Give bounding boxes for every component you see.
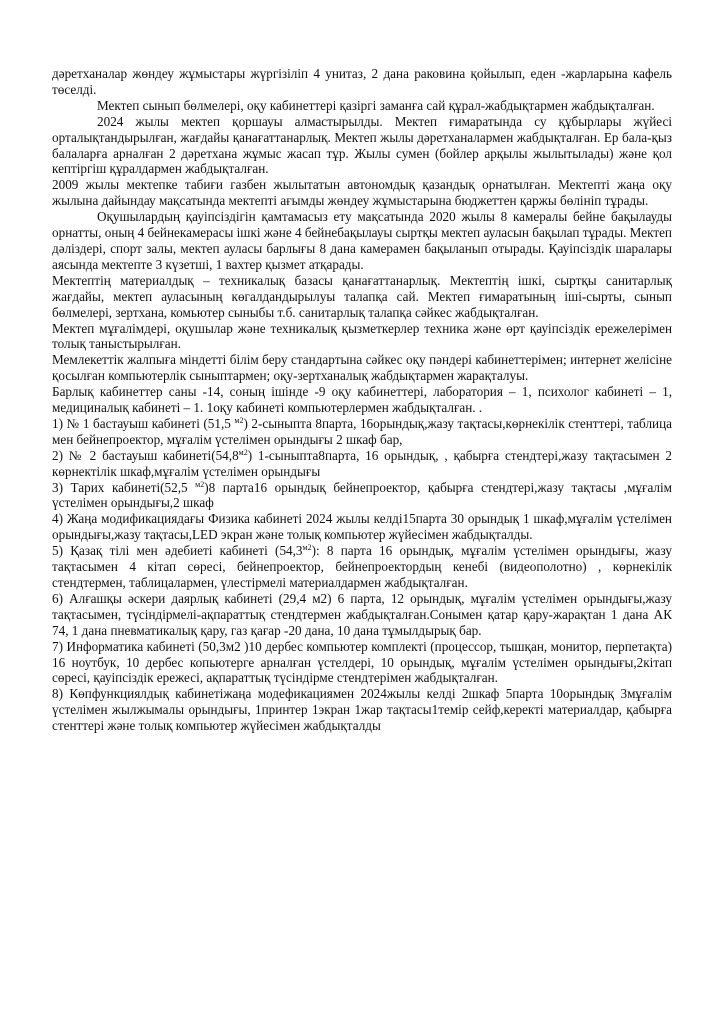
list-item <box>52 686 672 734</box>
list-item-text: 1) № 1 бастауыш кабинеті (51,5 <box>52 415 235 431</box>
list-item-text: ): 8 парта 16 орындық, мұғалім үстелімен орындығы, жазу тақтасымен 4 кітап сөресі, бейнепроектор, бейнепроектордың кенебі (видеополотно) , көрнекілік стендтермен, таблицалармен, үлестірмелі материалдармен жабдықталған. <box>52 543 672 590</box>
list-item <box>52 416 672 448</box>
list-item-text: ) 1-сыныпта8парта, 16 орындық, , қабырға стендтері,жазу тақтасымен 2 көрнектілік шкаф,мұғалім үстелімен орындығы <box>52 447 672 479</box>
unit-superscript: м2 <box>238 447 248 457</box>
paragraph: Мемлекеттік жалпыға міндетті білім беру стандартына сәйкес оқу пәндері кабинеттерімен; интернет желісіне қосылған компьютерлік сыныптармен; оқу-зертханалық жабдықтармен жарақталуы. <box>52 352 672 384</box>
unit-superscript: м2 <box>302 543 312 553</box>
paragraph: Мектеп мұғалімдері, оқушылар және техникалық қызметкерлер техника және өрт қауіпсіздік ережелерімен толық таныстырылған. <box>52 320 672 352</box>
list-item <box>52 511 672 543</box>
paragraph: Мектеп сынып бөлмелері, оқу кабинеттері қазіргі заманға сай құрал-жабдықтармен жабдықталған. <box>97 97 655 113</box>
paragraph: дәретханалар жөндеу жұмыстары жүргізіліп 4 унитаз, 2 дана раковина қойылып, еден -жарларына кафель төселді. <box>52 66 672 97</box>
paragraph: Мектептің материалдық – техникалық базасы қанағаттанарлық. Мектептің ішкі, сыртқы санитарлық жағдайы, мектеп ауласының көгалдандырылуы талапқа сай. Мектеп ғимаратының ішi-сырты, сынып бөлмелері, зертхана, комьютер сыныбы т.б. санитарлық талапқа сәйкес жабдықталған. <box>52 272 672 320</box>
list-item <box>52 639 672 687</box>
unit-superscript: м2 <box>234 415 244 425</box>
unit-superscript: м2 <box>195 479 205 489</box>
list-item-text: 8) Көпфункциялдық кабинетіжаңа модефикациямен 2024жылы келді 2шкаф 5парта 10орындық 3мұғалім үстелімен жылжымалы орындығы, 1принтер 1экран 1жар тақтасы1темір сейф,керекті материалдар, қабырға стенттері және толық компьютер жүйесімен жабдықталды <box>52 686 672 734</box>
list-item-text: ) 2-сыныпта 8парта, 16орындық,жазу тақтасы,көрнекілік стенттері, таблица мен бейнепроектор, мұғалім үстелімен орындығы 2 шкаф бар, <box>52 415 672 447</box>
list-item <box>52 448 672 480</box>
list-item-text: )8 парта16 орындық бейнепроектор, қабырға стендтері,жазу тақтасы ,мұғалім үстелімен орындығы,2 шкаф <box>52 479 672 511</box>
list-item-text: 2) № 2 бастауыш кабинеті(54,8 <box>52 447 239 463</box>
document-page <box>52 66 672 734</box>
list-item-text: 3) Тарих кабинеті(52,5 <box>52 479 196 495</box>
paragraph: 2024 жылы мектеп қоршауы алмастырылды. Мектеп ғимаратында су құбырлары жүйесі орталықтандырылған, жағдайы қанағаттанарлық. Мектеп жылы дәретханалармен жабдықталған. Ер бала-қыз балаларға арналған 2 дәретхана жұмыс жасап тұр. Жылы сумен (бойлер арқылы жылытылады) және қол кептіргіш құралдармен жабдықталған. <box>52 113 672 177</box>
list-item-text: 4) Жаңа модификациядағы Физика кабинеті 2024 жылы келді15парта 30 орындық 1 шкаф,мұғалім үстелімен орындығы,жазу тақтасы,LED экран және толық компьютер жүйесімен жабдықталды. <box>52 511 672 543</box>
list-item-text: 7) Информатика кабинеті (50,3м2 )10 дербес компьютер комплекті (процессор, тышқан, монитор, перпетақта) 16 ноутбук, 10 дербес копьютерге арналған үстелдері, 10 орындық, мұғалім үстелімен орындығы,2кітап сөресі, қауіпсіздік ережесі, ақпараттық түсіндірме стендтерімен жабдықталған. <box>52 638 672 686</box>
paragraph: Барлық кабинеттер саны -14, соның ішінде -9 оқу кабинеттері, лаборатория – 1, психолог кабинеті – 1, медициналық кабинеті – 1. 1оқу кабинеті компьютерлермен жабдықталған. . <box>52 384 672 416</box>
list-item-text: 6) Алғашқы әскери даярлық кабинеті (29,4 м2) 6 парта, 12 орындық, мұғалім үстелімен орындығы,жазу тақтасымен, түсіндірмелі-ақпараттық стендтермен жабдықталған.Сонымен қатар қару-жарақтан 1 дана АК 74, 1 дана пневматикалық қару, газ қағар -20 дана, 10 дана тұмылдырық бар. <box>52 590 672 638</box>
list-item <box>52 591 672 639</box>
list-item-text: 5) Қазақ тілі мен әдебиеті кабинеті (54,3 <box>52 543 303 559</box>
cabinet-list <box>52 416 672 734</box>
paragraph: 2009 жылы мектепке табиғи газбен жылытатын автономдық қазандық орнатылған. Мектепті жаңа оқу жылына дайындау мақсатында мектепті ағымды жөндеу жұмыстарына бюджеттен қаржы бөлініп тұрады. <box>52 177 672 209</box>
list-item <box>52 480 672 512</box>
list-item <box>52 543 672 591</box>
paragraph: Оқушылардың қауіпсіздігін қамтамасыз ету мақсатында 2020 жылы 8 камералы бейне бақылауды орнатты, оның 4 бейнекамерасы ішкі және 4 бейнебақылауы сыртқы мектеп ауласын бақылап тұрады. Мектеп дәліздері, спорт залы, мектеп ауласы барлығы 8 дана камерамен бақыланып отырады. Қауіпсіздік шаралары аясында мектепте 3 күзетші, 1 вахтер қызмет атқарады. <box>52 209 672 272</box>
